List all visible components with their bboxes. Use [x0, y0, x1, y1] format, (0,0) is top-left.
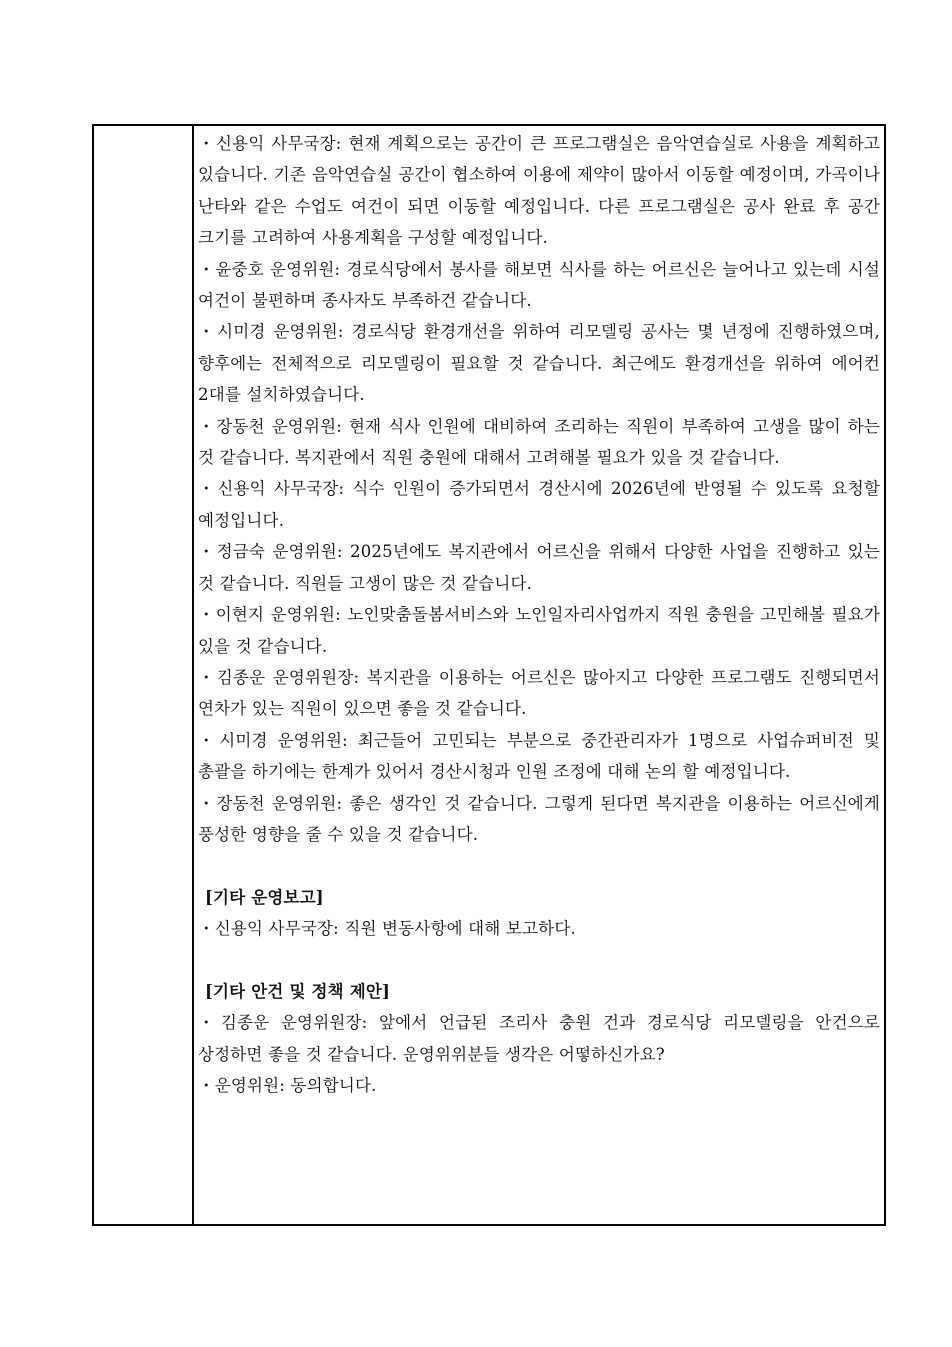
discussion-paragraph: ・시미경 운영위원: 경로식당 환경개선을 위하여 리모델링 공사는 몇 년정에 진행하였으며, 향후에는 전체적으로 리모델링이 필요할 것 같습니다. 최근에도 환경개선을 위하여 에어컨 2대를 설치하였습니다.	[198, 322, 880, 405]
spacer	[198, 850, 880, 881]
discussion-paragraph: ・윤중호 운영위원: 경로식당에서 봉사를 해보면 식사를 하는 어르신은 늘어나고 있는데 시설 여건이 불편하며 종사자도 부족하건 같습니다.	[198, 259, 880, 311]
section-heading-other-report: [기타 운영보고]	[205, 887, 324, 907]
discussion-paragraph: ・김종운 운영위원장: 복지관을 이용하는 어르신은 많아지고 다양한 프로그램도 진행되면서 연차가 있는 직원이 있으면 좋을 것 같습니다.	[198, 667, 880, 719]
discussion-paragraph: ・신용익 사무국장: 식수 인원이 증가되면서 경산시에 2026년에 반영될 수 있도록 요청할 예정입니다.	[198, 479, 880, 530]
discussion-paragraph: ・이현지 운영위원: 노인맞춤돌봄서비스와 노인일자리사업까지 직원 충원을 고민해볼 필요가 있을 것 같습니다.	[198, 605, 880, 656]
discussion-paragraph: ・시미경 운영위원: 최근들어 고민되는 부분으로 중간관리자가 1명으로 사업슈퍼비전 및 총괄을 하기에는 한계가 있어서 경산시청과 인원 조정에 대해 논의 할 예정입니다.	[198, 730, 880, 782]
discussion-paragraph: ・장동천 운영위원: 현재 식사 인원에 대비하여 조리하는 직원이 부족하여 고생을 많이 하는 것 같습니다. 복지관에서 직원 충원에 대해서 고려해볼 필요가 있을 것 같습니다.	[198, 416, 880, 468]
discussion-paragraph: ・신용익 사무국장: 현재 계획으로는 공간이 큰 프로그램실은 음악연습실로 사용을 계획하고 있습니다. 기존 음악연습실 공간이 협소하여 이용에 제약이 많아서 이동할 예정이며, 가곡이나 난타와 같은 수업도 여건이 되면 이동할 예정입니다. 다른 프로그램실은 공사 완료 후 공간 크기를 고려하여 사용계획을 구성할 예정입니다.	[198, 134, 880, 248]
minutes-table	[92, 124, 886, 1226]
agenda-item: ・운영위원: 동의합니다.	[198, 1076, 377, 1096]
report-item: ・신용익 사무국장: 직원 변동사항에 대해 보고하다.	[198, 919, 576, 939]
label-column-cell	[94, 126, 194, 1224]
section-heading-other-agenda: [기타 안건 및 정책 제안]	[205, 981, 391, 1001]
agenda-item: ・김종운 운영위원장: 앞에서 언급된 조리사 충원 건과 경로식당 리모델링을 안건으로 상정하면 좋을 것 같습니다. 운영위위분들 생각은 어떻하신가요?	[198, 1013, 880, 1064]
discussion-paragraph: ・장동천 운영위원: 좋은 생각인 것 같습니다. 그렇게 된다면 복지관을 이용하는 어르신에게 풍성한 영향을 줄 수 있을 것 같습니다.	[198, 793, 880, 844]
minutes-content-cell	[195, 126, 884, 1224]
spacer	[198, 945, 880, 976]
discussion-paragraph: ・정금숙 운영위원: 2025년에도 복지관에서 어르신을 위해서 다양한 사업을 진행하고 있는 것 같습니다. 직원들 고생이 많은 것 같습니다.	[198, 542, 880, 593]
